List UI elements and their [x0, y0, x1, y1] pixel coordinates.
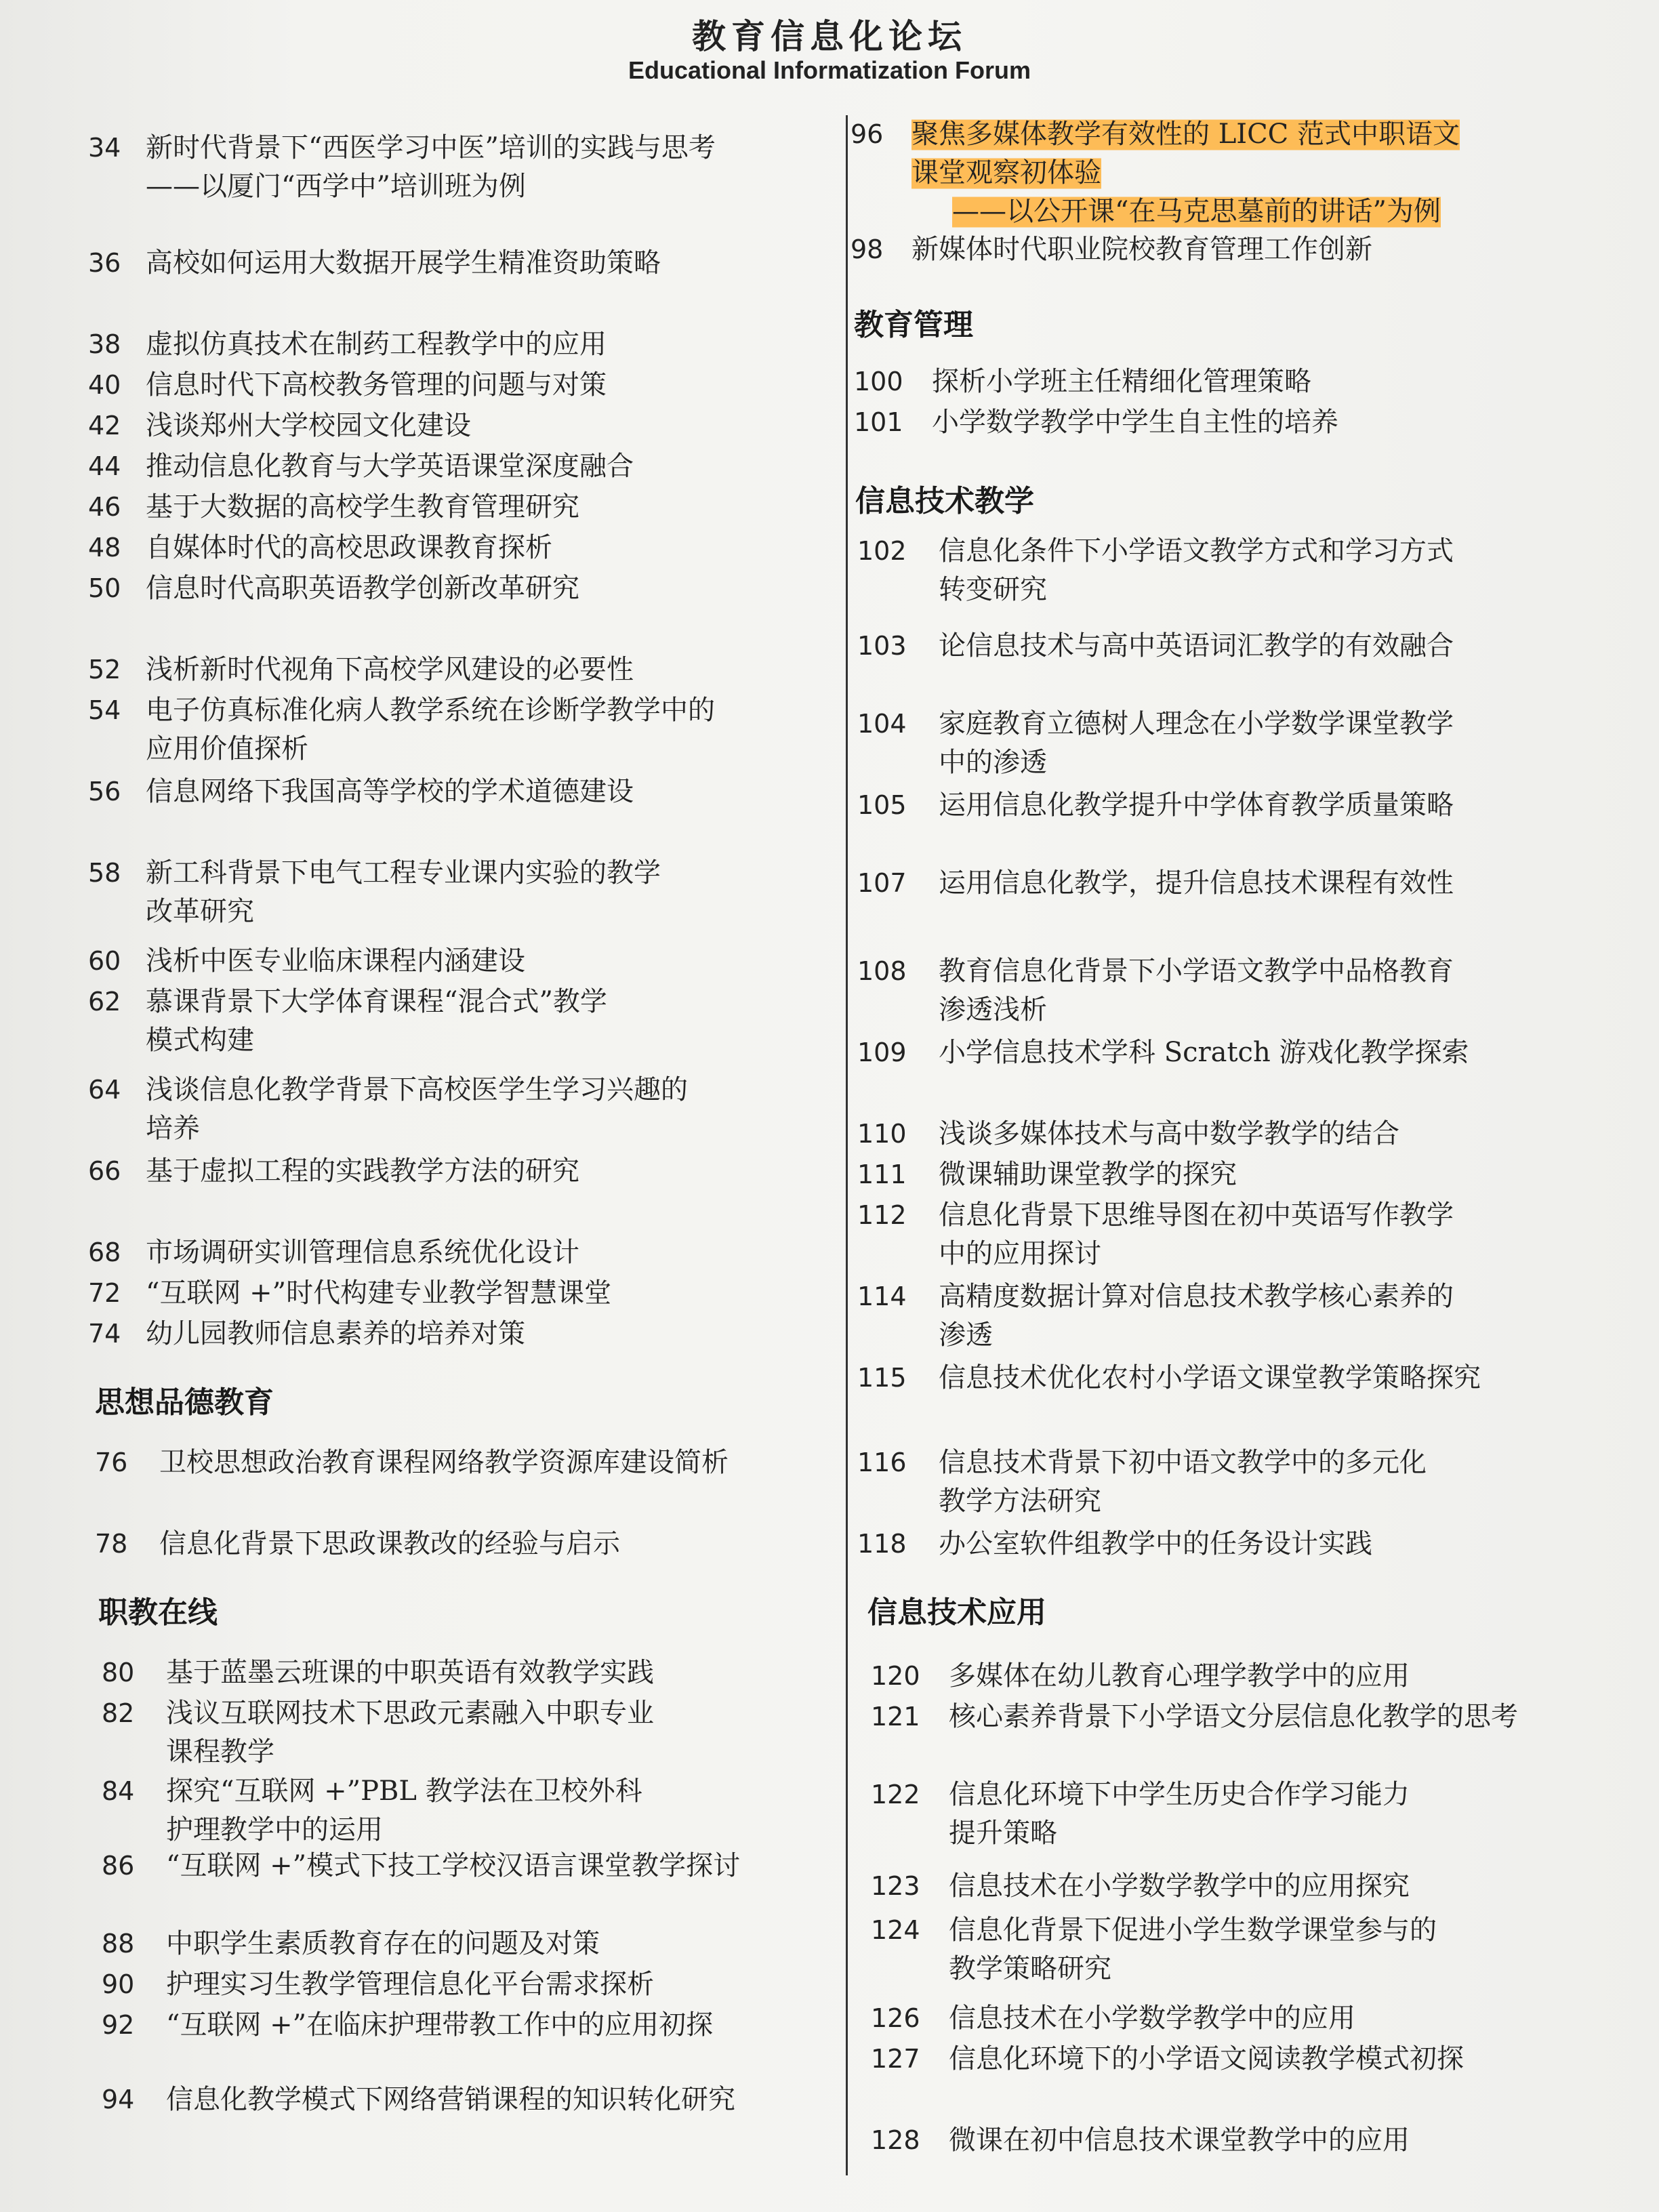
entry-title-line: 渗透浅析	[939, 994, 1047, 1025]
page-number: 123	[871, 1871, 920, 1901]
entry-title-line: 信息化背景下促进小学生数学课堂参与的	[949, 1914, 1437, 1946]
page-number: 42	[88, 411, 121, 441]
page-number: 68	[88, 1237, 121, 1267]
entry-title-line: 中职学生素质教育存在的问题及对策	[166, 1928, 600, 1959]
page-number: 34	[88, 133, 121, 163]
page-number: 40	[88, 370, 121, 400]
page-number: 78	[95, 1529, 128, 1559]
page-number: 111	[857, 1160, 907, 1189]
entry-title-line: 运用信息化教学提升中学体育教学质量策略	[939, 790, 1454, 821]
entry-title-line: 核心素养背景下小学语文分层信息化教学的思考	[949, 1701, 1518, 1732]
page-number: 80	[102, 1658, 135, 1687]
entry-title-line: 小学信息技术学科 Scratch 游戏化教学探索	[939, 1037, 1469, 1068]
page-number: 74	[88, 1319, 121, 1349]
entry-title-line: ——以厦门“西学中”培训班为例	[146, 171, 526, 202]
section-heading: 教育管理	[854, 308, 973, 342]
page-number: 101	[854, 407, 903, 437]
entry-title-line: 中的应用探讨	[939, 1238, 1101, 1269]
entry-title-line: 信息技术在小学数学教学中的应用探究	[949, 1870, 1410, 1902]
entry-title-line: 信息时代下高校教务管理的问题与对策	[146, 369, 607, 401]
page-number: 88	[102, 1929, 135, 1959]
entry-title-line: 推动信息化教育与大学英语课堂深度融合	[146, 451, 634, 482]
page-number: 102	[857, 536, 907, 566]
page-number: 100	[854, 367, 903, 396]
page-number: 44	[88, 451, 121, 481]
entry-title-line: 探析小学班主任精细化管理策略	[932, 366, 1311, 397]
page-number: 52	[88, 655, 121, 684]
page-number: 54	[88, 695, 121, 725]
page-number: 84	[102, 1776, 135, 1806]
entry-title-line: 电子仿真标准化病人教学系统在诊断学教学中的	[146, 695, 715, 726]
entry-title-line: 模式构建	[146, 1025, 254, 1056]
entry-title-line: 微课在初中信息技术课堂教学中的应用	[949, 2125, 1410, 2156]
journal-title-cn: 教育信息化论坛	[692, 16, 967, 56]
page-number: 38	[88, 329, 121, 359]
entry-title-line: “互联网 +”时代构建专业教学智慧课堂	[146, 1277, 612, 1309]
entry-title-line: 信息化条件下小学语文教学方式和学习方式	[939, 535, 1454, 567]
entry-title-line: 小学数学教学中学生自主性的培养	[932, 407, 1338, 438]
entry-title-line: 信息化环境下的小学语文阅读教学模式初探	[949, 2043, 1464, 2074]
entry-title-line: 基于虚拟工程的实践教学方法的研究	[146, 1155, 579, 1187]
column-divider	[846, 115, 848, 2175]
entry-title-line: 信息技术在小学数学教学中的应用	[949, 2003, 1355, 2034]
entry-title-line: 信息时代高职英语教学创新改革研究	[146, 573, 579, 604]
entry-title-line: 家庭教育立德树人理念在小学数学课堂教学	[939, 708, 1454, 739]
entry-title-line: 自媒体时代的高校思政课教育探析	[146, 532, 552, 563]
entry-title-line: 虚拟仿真技术在制药工程教学中的应用	[146, 329, 607, 360]
entry-title-line: 论信息技术与高中英语词汇教学的有效融合	[939, 630, 1454, 661]
page-number: 62	[88, 987, 121, 1017]
entry-title-line: 信息化环境下中学生历史合作学习能力	[949, 1779, 1410, 1810]
entry-title-line: 多媒体在幼儿教育心理学教学中的应用	[949, 1660, 1410, 1692]
entry-title-line: 浅析新时代视角下高校学风建设的必要性	[146, 654, 634, 685]
section-heading: 信息技术教学	[855, 484, 1034, 518]
entry-title-line: 浅议互联网技术下思政元素融入中职专业	[166, 1698, 654, 1729]
page-number: 110	[857, 1119, 907, 1149]
entry-title-line: 微课辅助课堂教学的探究	[939, 1159, 1237, 1190]
entry-title-line: 基于大数据的高校学生教育管理研究	[146, 491, 579, 523]
entry-title-line: 高校如何运用大数据开展学生精准资助策略	[146, 247, 661, 279]
entry-title-line: 信息技术优化农村小学语文课堂教学策略探究	[939, 1362, 1481, 1393]
page-number: 124	[871, 1915, 920, 1945]
page-number: 60	[88, 946, 121, 976]
entry-title-line: 基于蓝墨云班课的中职英语有效教学实践	[166, 1657, 654, 1688]
entry-title-line: 渗透	[939, 1319, 993, 1351]
page-number: 120	[871, 1661, 920, 1691]
page-number: 104	[857, 709, 907, 739]
page-number: 122	[871, 1780, 920, 1809]
entry-title-line: 办公室软件组教学中的任务设计实践	[939, 1528, 1372, 1559]
page-number: 116	[857, 1448, 907, 1477]
page-number: 58	[88, 858, 121, 888]
page-number: 115	[857, 1363, 907, 1393]
page-number: 128	[871, 2125, 920, 2155]
entry-title-line: 信息技术背景下初中语文教学中的多元化	[939, 1447, 1427, 1478]
page-number: 50	[88, 573, 121, 603]
entry-title-line: 高精度数据计算对信息技术教学核心素养的	[939, 1281, 1454, 1312]
page-number: 112	[857, 1200, 907, 1230]
page-number: 107	[857, 868, 907, 898]
page-number: 105	[857, 790, 907, 820]
page-number: 127	[871, 2044, 920, 2074]
section-heading: 信息技术应用	[867, 1595, 1046, 1630]
entry-title-line: 浅谈郑州大学校园文化建设	[146, 410, 471, 441]
entry-title-line: “互联网 +”模式下技工学校汉语言课堂教学探讨	[166, 1850, 741, 1881]
entry-title-line: 中的渗透	[939, 747, 1047, 778]
entry-title-line: 课程教学	[166, 1736, 274, 1767]
entry-title-line: 培养	[146, 1113, 200, 1144]
entry-title-line: 改革研究	[146, 896, 254, 927]
entry-title-line: 浅谈多媒体技术与高中数学教学的结合	[939, 1118, 1399, 1149]
section-heading: 思想品德教育	[95, 1385, 274, 1420]
entry-title-line: “互联网 +”在临床护理带教工作中的应用初探	[166, 2009, 714, 2041]
page-number: 94	[102, 2085, 135, 2114]
entry-title-line: 信息化背景下思维导图在初中英语写作教学	[939, 1200, 1454, 1231]
entry-title-line: 教学方法研究	[939, 1486, 1101, 1517]
entry-title-line: 浅析中医专业临床课程内涵建设	[146, 945, 525, 977]
page-number: 108	[857, 956, 907, 986]
page-number: 86	[102, 1851, 135, 1881]
entry-title-line: 新工科背景下电气工程专业课内实验的教学	[146, 857, 661, 888]
section-heading: 职教在线	[98, 1595, 218, 1630]
page-number: 66	[88, 1156, 121, 1186]
entry-title-line: ——以公开课“在马克思墓前的讲话”为例	[952, 192, 1441, 230]
entry-title-line: 转变研究	[939, 574, 1047, 605]
page-number: 36	[88, 248, 121, 278]
entry-title-line: 慕课背景下大学体育课程“混合式”教学	[146, 986, 607, 1017]
page-number: 92	[102, 2010, 135, 2040]
page-number: 103	[857, 631, 907, 661]
entry-title-line: 教育信息化背景下小学语文教学中品格教育	[939, 956, 1454, 987]
page-number: 118	[857, 1529, 907, 1559]
entry-title-line: 聚焦多媒体教学有效性的 LICC 范式中职语文	[912, 115, 1460, 153]
page-number: 96	[851, 119, 884, 149]
page-number: 64	[88, 1075, 121, 1105]
page-number: 46	[88, 492, 121, 522]
entry-title-line: 新时代背景下“西医学习中医”培训的实践与思考	[146, 132, 716, 163]
entry-title-line: 卫校思想政治教育课程网络教学资源库建设简析	[159, 1447, 729, 1478]
entry-title-line: 应用价值探析	[146, 733, 308, 764]
page-number: 72	[88, 1278, 121, 1308]
entry-title-line: 信息化教学模式下网络营销课程的知识转化研究	[166, 2084, 735, 2115]
page-number: 126	[871, 2003, 920, 2033]
page-number: 82	[102, 1698, 135, 1728]
entry-title-line: 浅谈信息化教学背景下高校医学生学习兴趣的	[146, 1074, 688, 1105]
page-number: 90	[102, 1969, 135, 1999]
page-number: 114	[857, 1282, 907, 1311]
page-number: 56	[88, 777, 121, 806]
page-number: 121	[871, 1702, 920, 1732]
entry-title-line: 信息网络下我国高等学校的学术道德建设	[146, 776, 634, 807]
entry-title-line: 运用信息化教学，提升信息技术课程有效性	[939, 867, 1454, 899]
entry-title-line: 探究“互联网 +”PBL 教学法在卫校外科	[166, 1776, 642, 1807]
masthead	[0, 16, 1659, 84]
entry-title-line: 教学策略研究	[949, 1953, 1111, 1984]
entry-title-line: 课堂观察初体验	[912, 154, 1101, 192]
entry-title-line: 提升策略	[949, 1818, 1057, 1849]
entry-title-line: 幼儿园教师信息素养的培养对策	[146, 1318, 525, 1349]
journal-title-en: Educational Informatization Forum	[628, 56, 1031, 84]
entry-title-line: 护理实习生教学管理信息化平台需求探析	[166, 1969, 654, 2000]
entry-title-line: 市场调研实训管理信息系统优化设计	[146, 1237, 579, 1268]
page-number: 48	[88, 533, 121, 562]
entry-title-line: 新媒体时代职业院校教育管理工作创新	[912, 234, 1372, 265]
entry-title-line: 信息化背景下思政课教改的经验与启示	[159, 1528, 620, 1559]
entry-title-line: 护理教学中的运用	[166, 1814, 383, 1845]
page-number: 109	[857, 1038, 907, 1067]
page-number: 98	[851, 234, 884, 264]
page-number: 76	[95, 1448, 128, 1477]
